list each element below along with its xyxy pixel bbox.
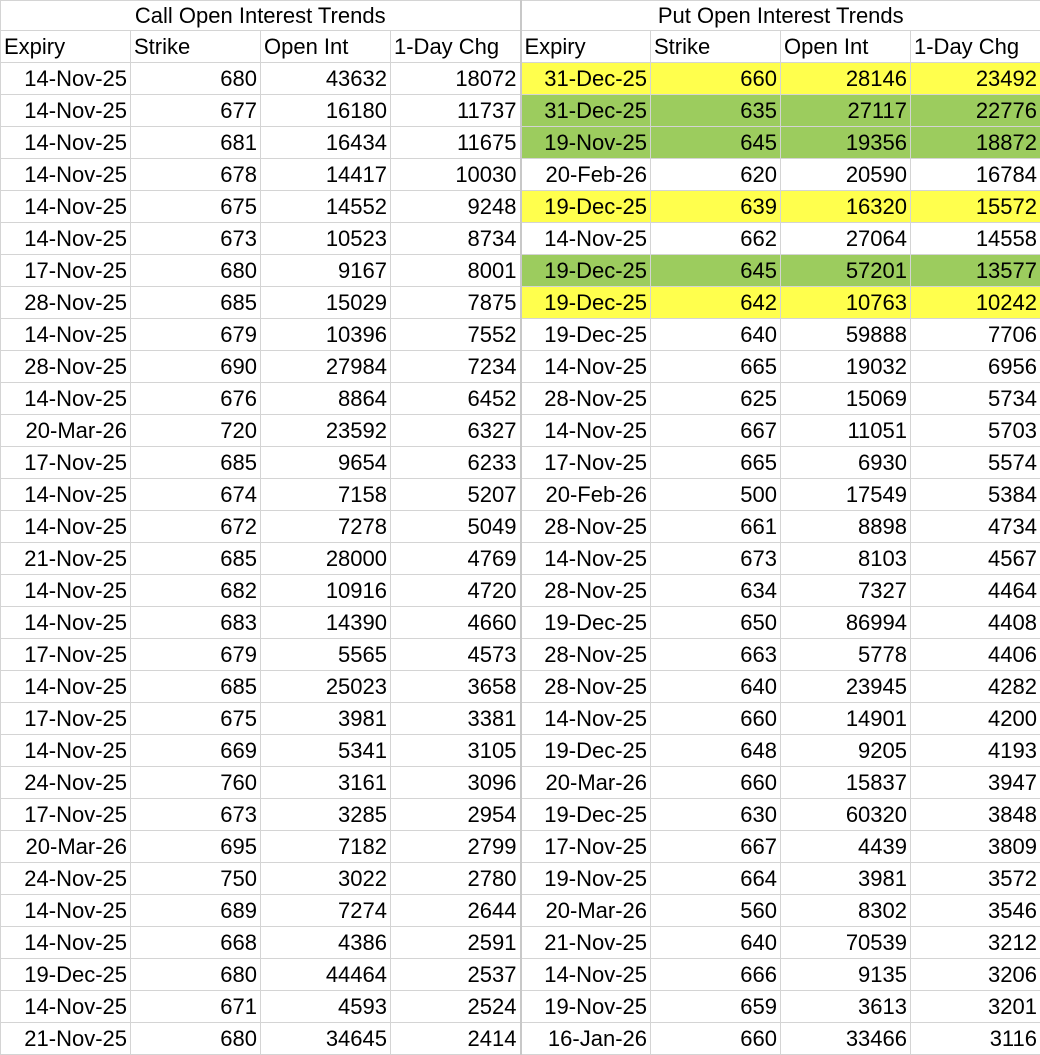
put-cell-strike[interactable]: 640	[651, 671, 781, 703]
call-cell-expiry[interactable]: 14-Nov-25	[1, 927, 131, 959]
put-cell-open-int[interactable]: 17549	[781, 479, 911, 511]
table-row	[1, 255, 1040, 287]
call-cell-strike[interactable]: 681	[131, 127, 261, 159]
call-cell-strike[interactable]: 685	[131, 287, 261, 319]
call-cell-expiry[interactable]: 14-Nov-25	[1, 511, 131, 543]
call-cell-open-int[interactable]: 5341	[261, 735, 391, 767]
put-header-1-day-chg[interactable]: 1-Day Chg	[911, 31, 1040, 63]
put-cell-strike[interactable]: 642	[651, 287, 781, 319]
put-cell-strike[interactable]: 663	[651, 639, 781, 671]
call-header-strike[interactable]: Strike	[131, 31, 261, 63]
table-row	[1, 959, 1040, 991]
call-cell-strike[interactable]: 682	[131, 575, 261, 607]
put-cell-open-int[interactable]: 15837	[781, 767, 911, 799]
call-cell-open-int[interactable]: 9654	[261, 447, 391, 479]
put-cell-1-day-chg[interactable]: 14558	[911, 223, 1040, 255]
table-row	[1, 863, 1040, 895]
call-cell-expiry[interactable]: 17-Nov-25	[1, 703, 131, 735]
call-cell-open-int[interactable]: 7278	[261, 511, 391, 543]
put-cell-expiry[interactable]: 19-Nov-25	[521, 863, 651, 895]
call-cell-strike[interactable]: 671	[131, 991, 261, 1023]
put-cell-expiry[interactable]: 19-Dec-25	[521, 287, 651, 319]
call-cell-expiry[interactable]: 17-Nov-25	[1, 447, 131, 479]
call-cell-open-int[interactable]: 4386	[261, 927, 391, 959]
put-cell-1-day-chg[interactable]: 3201	[911, 991, 1040, 1023]
call-cell-strike[interactable]: 680	[131, 959, 261, 991]
call-cell-open-int[interactable]: 10396	[261, 319, 391, 351]
put-cell-expiry[interactable]: 14-Nov-25	[521, 959, 651, 991]
call-cell-strike[interactable]: 677	[131, 95, 261, 127]
put-cell-expiry[interactable]: 14-Nov-25	[521, 415, 651, 447]
call-cell-expiry[interactable]: 17-Nov-25	[1, 799, 131, 831]
put-cell-expiry[interactable]: 14-Nov-25	[521, 223, 651, 255]
table-row	[1, 991, 1040, 1023]
table-row	[1, 95, 1040, 127]
put-cell-1-day-chg[interactable]: 10242	[911, 287, 1040, 319]
put-cell-strike[interactable]: 665	[651, 351, 781, 383]
call-cell-1-day-chg[interactable]: 3096	[391, 767, 521, 799]
call-cell-expiry[interactable]: 20-Mar-26	[1, 831, 131, 863]
put-cell-open-int[interactable]: 86994	[781, 607, 911, 639]
call-cell-strike[interactable]: 685	[131, 543, 261, 575]
put-cell-strike[interactable]: 665	[651, 447, 781, 479]
put-cell-strike[interactable]: 635	[651, 95, 781, 127]
put-cell-strike[interactable]: 620	[651, 159, 781, 191]
call-cell-1-day-chg[interactable]: 11737	[391, 95, 521, 127]
call-cell-strike[interactable]: 690	[131, 351, 261, 383]
put-cell-open-int[interactable]: 9205	[781, 735, 911, 767]
call-cell-strike[interactable]: 668	[131, 927, 261, 959]
put-cell-1-day-chg[interactable]: 3572	[911, 863, 1040, 895]
put-cell-open-int[interactable]: 8302	[781, 895, 911, 927]
put-cell-expiry[interactable]: 14-Nov-25	[521, 703, 651, 735]
put-cell-open-int[interactable]: 8898	[781, 511, 911, 543]
put-cell-expiry[interactable]: 19-Dec-25	[521, 319, 651, 351]
put-cell-strike[interactable]: 500	[651, 479, 781, 511]
call-cell-expiry[interactable]: 14-Nov-25	[1, 159, 131, 191]
call-cell-expiry[interactable]: 17-Nov-25	[1, 639, 131, 671]
call-cell-open-int[interactable]: 27984	[261, 351, 391, 383]
put-cell-open-int[interactable]: 19356	[781, 127, 911, 159]
call-cell-1-day-chg[interactable]: 7552	[391, 319, 521, 351]
call-cell-strike[interactable]: 695	[131, 831, 261, 863]
put-cell-open-int[interactable]: 9135	[781, 959, 911, 991]
put-cell-open-int[interactable]: 27117	[781, 95, 911, 127]
put-cell-1-day-chg[interactable]: 5703	[911, 415, 1040, 447]
call-header-open-int[interactable]: Open Int	[261, 31, 391, 63]
call-cell-open-int[interactable]: 7274	[261, 895, 391, 927]
call-cell-strike[interactable]: 750	[131, 863, 261, 895]
call-cell-open-int[interactable]: 16434	[261, 127, 391, 159]
put-cell-1-day-chg[interactable]: 3848	[911, 799, 1040, 831]
call-cell-open-int[interactable]: 5565	[261, 639, 391, 671]
table-row	[1, 351, 1040, 383]
call-cell-open-int[interactable]: 3981	[261, 703, 391, 735]
put-cell-strike[interactable]: 625	[651, 383, 781, 415]
table-row	[1, 223, 1040, 255]
call-cell-strike[interactable]: 680	[131, 63, 261, 95]
put-cell-1-day-chg[interactable]: 6956	[911, 351, 1040, 383]
call-cell-open-int[interactable]: 34645	[261, 1023, 391, 1055]
call-cell-open-int[interactable]: 10523	[261, 223, 391, 255]
call-cell-expiry[interactable]: 21-Nov-25	[1, 1023, 131, 1055]
put-cell-expiry[interactable]: 14-Nov-25	[521, 351, 651, 383]
table-row	[1, 607, 1040, 639]
put-cell-open-int[interactable]: 59888	[781, 319, 911, 351]
call-table-title[interactable]: Call Open Interest Trends	[1, 1, 521, 31]
call-cell-open-int[interactable]: 3161	[261, 767, 391, 799]
table-row	[1, 191, 1040, 223]
put-cell-expiry[interactable]: 28-Nov-25	[521, 639, 651, 671]
put-cell-strike[interactable]: 650	[651, 607, 781, 639]
put-cell-strike[interactable]: 660	[651, 767, 781, 799]
call-cell-strike[interactable]: 685	[131, 671, 261, 703]
put-cell-expiry[interactable]: 16-Jan-26	[521, 1023, 651, 1055]
put-cell-open-int[interactable]: 7327	[781, 575, 911, 607]
put-header-expiry[interactable]: Expiry	[521, 31, 651, 63]
call-cell-1-day-chg[interactable]: 2537	[391, 959, 521, 991]
put-cell-strike[interactable]: 661	[651, 511, 781, 543]
call-cell-1-day-chg[interactable]: 4573	[391, 639, 521, 671]
call-cell-expiry[interactable]: 20-Mar-26	[1, 415, 131, 447]
call-cell-open-int[interactable]: 8864	[261, 383, 391, 415]
put-cell-open-int[interactable]: 10763	[781, 287, 911, 319]
call-cell-expiry[interactable]: 17-Nov-25	[1, 255, 131, 287]
table-row	[1, 895, 1040, 927]
table-row	[1, 639, 1040, 671]
call-cell-expiry[interactable]: 14-Nov-25	[1, 191, 131, 223]
call-header-expiry[interactable]: Expiry	[1, 31, 131, 63]
call-cell-open-int[interactable]: 7182	[261, 831, 391, 863]
put-cell-expiry[interactable]: 20-Mar-26	[521, 895, 651, 927]
put-cell-open-int[interactable]: 28146	[781, 63, 911, 95]
call-cell-expiry[interactable]: 14-Nov-25	[1, 895, 131, 927]
put-cell-1-day-chg[interactable]: 7706	[911, 319, 1040, 351]
call-cell-open-int[interactable]: 23592	[261, 415, 391, 447]
call-cell-open-int[interactable]: 4593	[261, 991, 391, 1023]
put-cell-expiry[interactable]: 14-Nov-25	[521, 543, 651, 575]
call-cell-expiry[interactable]: 21-Nov-25	[1, 543, 131, 575]
put-cell-strike[interactable]: 560	[651, 895, 781, 927]
call-cell-expiry[interactable]: 28-Nov-25	[1, 351, 131, 383]
put-cell-open-int[interactable]: 3981	[781, 863, 911, 895]
call-cell-1-day-chg[interactable]: 2799	[391, 831, 521, 863]
call-cell-open-int[interactable]: 10916	[261, 575, 391, 607]
call-cell-strike[interactable]: 675	[131, 191, 261, 223]
call-cell-expiry[interactable]: 24-Nov-25	[1, 863, 131, 895]
put-cell-open-int[interactable]: 33466	[781, 1023, 911, 1055]
call-cell-1-day-chg[interactable]: 5207	[391, 479, 521, 511]
put-cell-1-day-chg[interactable]: 4734	[911, 511, 1040, 543]
table-row	[1, 767, 1040, 799]
table-row	[1, 511, 1040, 543]
put-cell-expiry[interactable]: 28-Nov-25	[521, 511, 651, 543]
call-cell-strike[interactable]: 678	[131, 159, 261, 191]
put-cell-expiry[interactable]: 19-Dec-25	[521, 255, 651, 287]
put-cell-strike[interactable]: 660	[651, 63, 781, 95]
call-cell-open-int[interactable]: 9167	[261, 255, 391, 287]
call-cell-open-int[interactable]: 16180	[261, 95, 391, 127]
put-cell-1-day-chg[interactable]: 4200	[911, 703, 1040, 735]
put-cell-expiry[interactable]: 19-Dec-25	[521, 607, 651, 639]
call-cell-1-day-chg[interactable]: 4660	[391, 607, 521, 639]
put-cell-strike[interactable]: 640	[651, 319, 781, 351]
call-cell-expiry[interactable]: 14-Nov-25	[1, 223, 131, 255]
put-cell-expiry[interactable]: 17-Nov-25	[521, 831, 651, 863]
call-cell-strike[interactable]: 672	[131, 511, 261, 543]
call-cell-expiry[interactable]: 14-Nov-25	[1, 95, 131, 127]
table-row	[1, 63, 1040, 95]
put-cell-open-int[interactable]: 70539	[781, 927, 911, 959]
call-cell-expiry[interactable]: 14-Nov-25	[1, 607, 131, 639]
table-row	[1, 543, 1040, 575]
put-cell-open-int[interactable]: 5778	[781, 639, 911, 671]
call-cell-expiry[interactable]: 24-Nov-25	[1, 767, 131, 799]
call-cell-1-day-chg[interactable]: 2780	[391, 863, 521, 895]
put-cell-1-day-chg[interactable]: 3116	[911, 1023, 1040, 1055]
call-cell-strike[interactable]: 673	[131, 223, 261, 255]
call-cell-1-day-chg[interactable]: 3381	[391, 703, 521, 735]
call-cell-strike[interactable]: 674	[131, 479, 261, 511]
table-row	[1, 447, 1040, 479]
put-cell-expiry[interactable]: 31-Dec-25	[521, 63, 651, 95]
put-cell-expiry[interactable]: 19-Nov-25	[521, 991, 651, 1023]
put-cell-expiry[interactable]: 19-Dec-25	[521, 735, 651, 767]
call-cell-expiry[interactable]: 14-Nov-25	[1, 479, 131, 511]
call-cell-strike[interactable]: 673	[131, 799, 261, 831]
call-cell-1-day-chg[interactable]: 2591	[391, 927, 521, 959]
call-cell-1-day-chg[interactable]: 2954	[391, 799, 521, 831]
put-cell-strike[interactable]: 667	[651, 831, 781, 863]
put-cell-strike[interactable]: 639	[651, 191, 781, 223]
table-row	[1, 479, 1040, 511]
put-cell-strike[interactable]: 634	[651, 575, 781, 607]
call-cell-strike[interactable]: 669	[131, 735, 261, 767]
call-cell-1-day-chg[interactable]: 2524	[391, 991, 521, 1023]
call-cell-expiry[interactable]: 19-Dec-25	[1, 959, 131, 991]
put-cell-strike[interactable]: 660	[651, 703, 781, 735]
call-cell-expiry[interactable]: 14-Nov-25	[1, 127, 131, 159]
put-cell-1-day-chg[interactable]: 4464	[911, 575, 1040, 607]
table-row	[1, 383, 1040, 415]
call-cell-1-day-chg[interactable]: 3658	[391, 671, 521, 703]
call-cell-expiry[interactable]: 14-Nov-25	[1, 991, 131, 1023]
put-cell-1-day-chg[interactable]: 15572	[911, 191, 1040, 223]
put-cell-open-int[interactable]: 57201	[781, 255, 911, 287]
call-cell-strike[interactable]: 685	[131, 447, 261, 479]
put-cell-strike[interactable]: 645	[651, 255, 781, 287]
call-cell-1-day-chg[interactable]: 8001	[391, 255, 521, 287]
put-cell-1-day-chg[interactable]: 4567	[911, 543, 1040, 575]
call-cell-strike[interactable]: 689	[131, 895, 261, 927]
call-cell-expiry[interactable]: 28-Nov-25	[1, 287, 131, 319]
put-cell-expiry[interactable]: 17-Nov-25	[521, 447, 651, 479]
put-cell-expiry[interactable]: 19-Dec-25	[521, 799, 651, 831]
put-cell-strike[interactable]: 666	[651, 959, 781, 991]
call-cell-open-int[interactable]: 14417	[261, 159, 391, 191]
call-cell-strike[interactable]: 680	[131, 255, 261, 287]
call-cell-strike[interactable]: 760	[131, 767, 261, 799]
call-cell-expiry[interactable]: 14-Nov-25	[1, 575, 131, 607]
call-cell-open-int[interactable]: 44464	[261, 959, 391, 991]
put-cell-open-int[interactable]: 4439	[781, 831, 911, 863]
put-cell-1-day-chg[interactable]: 3546	[911, 895, 1040, 927]
call-cell-expiry[interactable]: 14-Nov-25	[1, 319, 131, 351]
table-row	[1, 415, 1040, 447]
call-cell-1-day-chg[interactable]: 2414	[391, 1023, 521, 1055]
call-cell-strike[interactable]: 683	[131, 607, 261, 639]
put-cell-1-day-chg[interactable]: 3212	[911, 927, 1040, 959]
put-cell-1-day-chg[interactable]: 5384	[911, 479, 1040, 511]
call-cell-open-int[interactable]: 25023	[261, 671, 391, 703]
call-cell-expiry[interactable]: 14-Nov-25	[1, 383, 131, 415]
call-cell-1-day-chg[interactable]: 8734	[391, 223, 521, 255]
call-cell-1-day-chg[interactable]: 6452	[391, 383, 521, 415]
put-table-title[interactable]: Put Open Interest Trends	[521, 1, 1040, 31]
call-cell-1-day-chg[interactable]: 18072	[391, 63, 521, 95]
put-cell-open-int[interactable]: 16320	[781, 191, 911, 223]
put-cell-expiry[interactable]: 31-Dec-25	[521, 95, 651, 127]
call-cell-strike[interactable]: 675	[131, 703, 261, 735]
put-cell-strike[interactable]: 667	[651, 415, 781, 447]
put-cell-open-int[interactable]: 20590	[781, 159, 911, 191]
call-cell-open-int[interactable]: 3022	[261, 863, 391, 895]
call-cell-open-int[interactable]: 28000	[261, 543, 391, 575]
call-cell-strike[interactable]: 680	[131, 1023, 261, 1055]
put-cell-1-day-chg[interactable]: 3809	[911, 831, 1040, 863]
table-row	[1, 927, 1040, 959]
put-cell-1-day-chg[interactable]: 3206	[911, 959, 1040, 991]
put-cell-open-int[interactable]: 11051	[781, 415, 911, 447]
table-row	[1, 159, 1040, 191]
put-cell-strike[interactable]: 648	[651, 735, 781, 767]
call-cell-1-day-chg[interactable]: 4720	[391, 575, 521, 607]
call-cell-1-day-chg[interactable]: 7234	[391, 351, 521, 383]
put-cell-open-int[interactable]: 23945	[781, 671, 911, 703]
put-cell-expiry[interactable]: 19-Nov-25	[521, 127, 651, 159]
put-cell-strike[interactable]: 662	[651, 223, 781, 255]
put-cell-expiry[interactable]: 21-Nov-25	[521, 927, 651, 959]
call-cell-1-day-chg[interactable]: 3105	[391, 735, 521, 767]
call-cell-1-day-chg[interactable]: 4769	[391, 543, 521, 575]
put-cell-open-int[interactable]: 14901	[781, 703, 911, 735]
table-row	[1, 575, 1040, 607]
call-header-1-day-chg[interactable]: 1-Day Chg	[391, 31, 521, 63]
put-cell-strike[interactable]: 640	[651, 927, 781, 959]
put-cell-expiry[interactable]: 28-Nov-25	[521, 383, 651, 415]
put-cell-1-day-chg[interactable]: 4282	[911, 671, 1040, 703]
put-cell-1-day-chg[interactable]: 4408	[911, 607, 1040, 639]
put-cell-strike[interactable]: 659	[651, 991, 781, 1023]
call-cell-1-day-chg[interactable]: 11675	[391, 127, 521, 159]
call-cell-1-day-chg[interactable]: 6327	[391, 415, 521, 447]
call-cell-strike[interactable]: 676	[131, 383, 261, 415]
table-row	[1, 287, 1040, 319]
table-row	[1, 703, 1040, 735]
call-cell-1-day-chg[interactable]: 5049	[391, 511, 521, 543]
put-cell-1-day-chg[interactable]: 23492	[911, 63, 1040, 95]
call-cell-open-int[interactable]: 15029	[261, 287, 391, 319]
call-cell-1-day-chg[interactable]: 10030	[391, 159, 521, 191]
put-cell-1-day-chg[interactable]: 5574	[911, 447, 1040, 479]
put-cell-1-day-chg[interactable]: 18872	[911, 127, 1040, 159]
table-row	[1, 799, 1040, 831]
put-cell-1-day-chg[interactable]: 3947	[911, 767, 1040, 799]
put-cell-expiry[interactable]: 19-Dec-25	[521, 191, 651, 223]
put-cell-1-day-chg[interactable]: 4406	[911, 639, 1040, 671]
put-cell-1-day-chg[interactable]: 16784	[911, 159, 1040, 191]
call-cell-strike[interactable]: 720	[131, 415, 261, 447]
table-row	[1, 735, 1040, 767]
table-body	[1, 63, 1040, 1055]
call-cell-expiry[interactable]: 14-Nov-25	[1, 671, 131, 703]
put-cell-open-int[interactable]: 6930	[781, 447, 911, 479]
put-cell-open-int[interactable]: 8103	[781, 543, 911, 575]
table-row	[1, 127, 1040, 159]
put-cell-strike[interactable]: 660	[651, 1023, 781, 1055]
put-cell-strike[interactable]: 673	[651, 543, 781, 575]
put-cell-expiry[interactable]: 20-Feb-26	[521, 159, 651, 191]
call-cell-1-day-chg[interactable]: 7875	[391, 287, 521, 319]
put-cell-expiry[interactable]: 20-Feb-26	[521, 479, 651, 511]
call-cell-1-day-chg[interactable]: 9248	[391, 191, 521, 223]
put-cell-1-day-chg[interactable]: 5734	[911, 383, 1040, 415]
call-cell-open-int[interactable]: 43632	[261, 63, 391, 95]
table-row	[1, 671, 1040, 703]
table-row	[1, 1023, 1040, 1055]
put-cell-expiry[interactable]: 28-Nov-25	[521, 671, 651, 703]
put-cell-expiry[interactable]: 20-Mar-26	[521, 767, 651, 799]
put-cell-open-int[interactable]: 60320	[781, 799, 911, 831]
put-cell-open-int[interactable]: 3613	[781, 991, 911, 1023]
call-cell-1-day-chg[interactable]: 6233	[391, 447, 521, 479]
put-cell-open-int[interactable]: 15069	[781, 383, 911, 415]
call-cell-open-int[interactable]: 7158	[261, 479, 391, 511]
table-row	[1, 319, 1040, 351]
put-cell-strike[interactable]: 630	[651, 799, 781, 831]
put-cell-strike[interactable]: 664	[651, 863, 781, 895]
call-cell-open-int[interactable]: 14552	[261, 191, 391, 223]
put-cell-strike[interactable]: 645	[651, 127, 781, 159]
put-cell-expiry[interactable]: 28-Nov-25	[521, 575, 651, 607]
put-cell-1-day-chg[interactable]: 13577	[911, 255, 1040, 287]
call-cell-expiry[interactable]: 14-Nov-25	[1, 63, 131, 95]
put-cell-1-day-chg[interactable]: 22776	[911, 95, 1040, 127]
call-cell-open-int[interactable]: 3285	[261, 799, 391, 831]
call-cell-expiry[interactable]: 14-Nov-25	[1, 735, 131, 767]
put-cell-open-int[interactable]: 19032	[781, 351, 911, 383]
put-header-strike[interactable]: Strike	[651, 31, 781, 63]
call-cell-open-int[interactable]: 14390	[261, 607, 391, 639]
put-header-open-int[interactable]: Open Int	[781, 31, 911, 63]
table-row	[1, 831, 1040, 863]
put-cell-open-int[interactable]: 27064	[781, 223, 911, 255]
put-cell-1-day-chg[interactable]: 4193	[911, 735, 1040, 767]
call-cell-1-day-chg[interactable]: 2644	[391, 895, 521, 927]
call-cell-strike[interactable]: 679	[131, 319, 261, 351]
call-cell-strike[interactable]: 679	[131, 639, 261, 671]
